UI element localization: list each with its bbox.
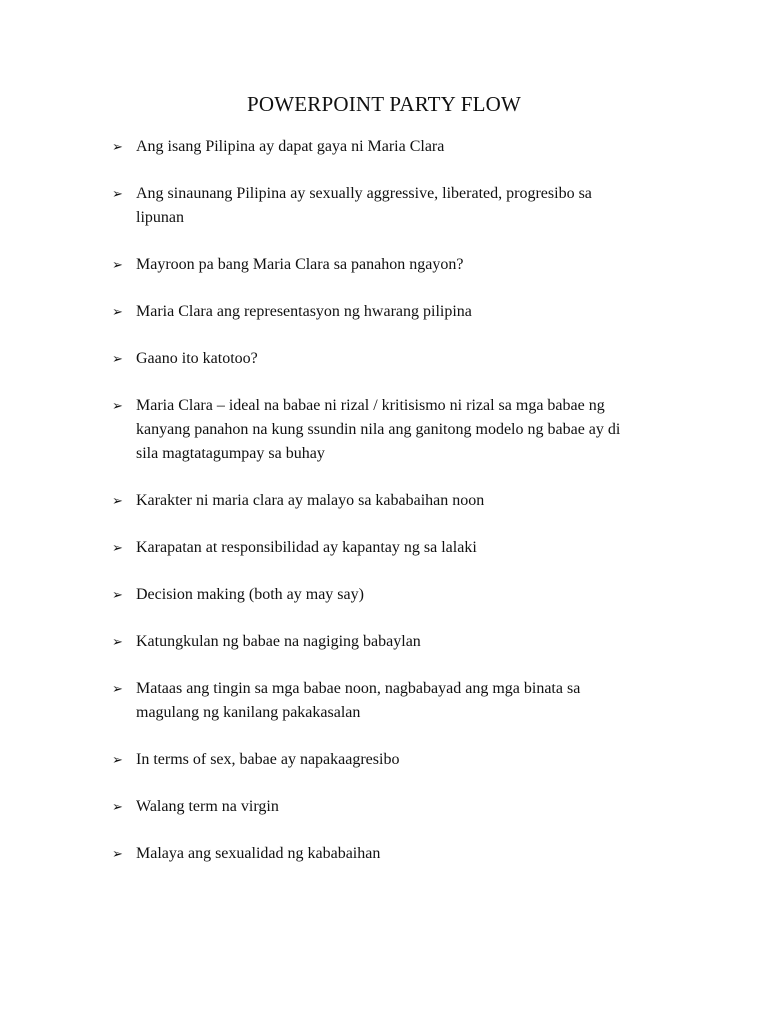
list-item-text: Mayroon pa bang Maria Clara sa panahon ngayon?	[136, 256, 464, 274]
list-item	[112, 795, 632, 819]
arrowhead-bullet-icon: ➢	[112, 351, 123, 367]
list-item-text: Karapatan at responsibilidad ay kapantay ng sa lalaki	[136, 539, 477, 557]
arrowhead-bullet-icon: ➢	[112, 540, 123, 556]
list-item	[112, 253, 632, 277]
list-item-text: Katungkulan ng babae na nagiging babaylan	[136, 633, 421, 651]
arrowhead-bullet-icon: ➢	[112, 139, 123, 155]
list-item	[112, 182, 632, 230]
arrowhead-bullet-icon: ➢	[112, 186, 123, 202]
list-item-text: Malaya ang sexualidad ng kababaihan	[136, 845, 381, 863]
list-item	[112, 300, 632, 324]
list-item-text: Maria Clara – ideal na babae ni rizal / kritisismo ni rizal sa mga babae ng kanyang panahon na kung ssundin nila ang ganitong modelo ng babae ay di sila magtatagumpay sa buhay	[136, 397, 621, 463]
arrowhead-bullet-icon: ➢	[112, 799, 123, 815]
arrowhead-bullet-icon: ➢	[112, 634, 123, 650]
list-item	[112, 394, 632, 466]
list-item-text: Karakter ni maria clara ay malayo sa kababaihan noon	[136, 492, 485, 510]
list-item	[112, 630, 632, 654]
list-item-text: Walang term na virgin	[136, 798, 279, 816]
bullet-list	[112, 135, 632, 866]
arrowhead-bullet-icon: ➢	[112, 681, 123, 697]
list-item	[112, 748, 632, 772]
list-item	[112, 842, 632, 866]
list-item	[112, 489, 632, 513]
list-item-text: In terms of sex, babae ay napakaagresibo	[136, 751, 400, 769]
list-item-text: Maria Clara ang representasyon ng hwarang pilipina	[136, 303, 472, 321]
arrowhead-bullet-icon: ➢	[112, 398, 123, 414]
arrowhead-bullet-icon: ➢	[112, 493, 123, 509]
document-title: POWERPOINT PARTY FLOW	[246, 92, 522, 116]
arrowhead-bullet-icon: ➢	[112, 752, 123, 768]
list-item	[112, 677, 632, 725]
arrowhead-bullet-icon: ➢	[112, 587, 123, 603]
arrowhead-bullet-icon: ➢	[112, 304, 123, 320]
list-item	[112, 536, 632, 560]
list-item	[112, 135, 632, 159]
list-item-text: Gaano ito katotoo?	[136, 350, 258, 368]
list-item	[112, 347, 632, 371]
arrowhead-bullet-icon: ➢	[112, 257, 123, 273]
list-item	[112, 583, 632, 607]
list-item-text: Ang isang Pilipina ay dapat gaya ni Maria Clara	[136, 138, 445, 156]
list-item-text: Decision making (both ay may say)	[136, 586, 364, 604]
list-item-text: Mataas ang tingin sa mga babae noon, nagbabayad ang mga binata sa magulang ng kanilang pakakasalan	[136, 680, 581, 722]
arrowhead-bullet-icon: ➢	[112, 846, 123, 862]
list-item-text: Ang sinaunang Pilipina ay sexually aggressive, liberated, progresibo sa lipunan	[136, 185, 592, 227]
